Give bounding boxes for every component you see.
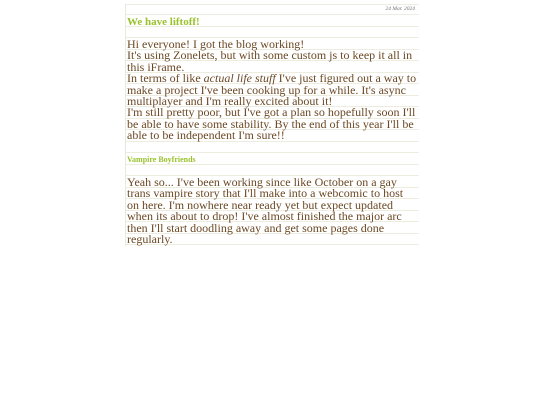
rule-line xyxy=(126,164,419,165)
text: In terms of like xyxy=(127,71,204,86)
paragraph xyxy=(127,73,417,107)
rule-line xyxy=(126,4,419,5)
post-body xyxy=(127,177,417,245)
paragraph: Yeah so... I've been working since like October on a gay trans vampire story that I'll make into a webcomic to host on here. I'm nowhere near ready yet but expect updated when its about to drop! I've almost finished the major arc then I'll start doodling away and get some pages done regularly. xyxy=(127,175,404,247)
text: I've just figured out a way to make a project I've been cooking up for a while. It's async multiplayer and I'm really excited about it! xyxy=(127,71,417,109)
rule-line xyxy=(126,152,419,153)
paragraph: Hi everyone! I got the blog working! xyxy=(127,37,305,51)
blog-post-frame xyxy=(125,4,419,246)
emphasis-text: actual life stuff xyxy=(203,71,276,86)
rule-line xyxy=(126,14,419,15)
post-title: Vampire Boyfriends xyxy=(127,155,196,164)
post-body xyxy=(127,39,417,142)
post-date: 24 Mar. 2024 xyxy=(385,6,415,12)
paragraph: It's using Zonelets, but with some custom js to keep it all in this iFrame. xyxy=(127,48,413,74)
paragraph: I'm still pretty poor, but I've got a plan so hopefully soon I'll be able to have some stability. By the end of this year I'll be able to be independent I'm sure!! xyxy=(127,105,416,143)
post-title: We have liftoff! xyxy=(127,16,200,28)
